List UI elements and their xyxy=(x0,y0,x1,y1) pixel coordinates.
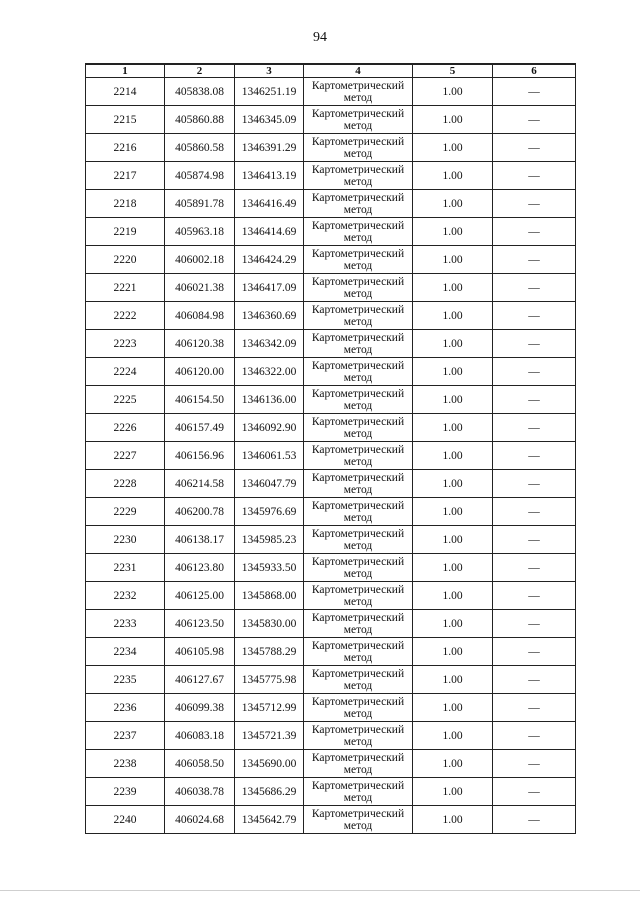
table-header-row xyxy=(86,64,576,78)
table-row xyxy=(86,274,576,302)
method-line-1: Картометрический xyxy=(311,527,405,540)
coordinate-x: 406123.80 xyxy=(165,554,235,582)
coordinate-x: 406021.38 xyxy=(165,274,235,302)
coordinate-y: 1346061.53 xyxy=(235,442,304,470)
point-number: 2228 xyxy=(86,470,165,498)
point-description: — xyxy=(493,554,576,582)
point-number: 2235 xyxy=(86,666,165,694)
determination-method xyxy=(304,358,413,386)
accuracy-value: 1.00 xyxy=(413,302,493,330)
table-row xyxy=(86,246,576,274)
determination-method xyxy=(304,498,413,526)
coordinate-x: 406024.68 xyxy=(165,806,235,834)
point-number: 2217 xyxy=(86,162,165,190)
coordinate-x: 406083.18 xyxy=(165,722,235,750)
table-row xyxy=(86,78,576,106)
point-description: — xyxy=(493,274,576,302)
point-description: — xyxy=(493,190,576,218)
column-header-2: 2 xyxy=(165,64,235,78)
point-number: 2226 xyxy=(86,414,165,442)
coordinate-y: 1346342.09 xyxy=(235,330,304,358)
determination-method xyxy=(304,442,413,470)
coordinate-x: 406200.78 xyxy=(165,498,235,526)
method-line-2: метод xyxy=(343,595,373,608)
table-row xyxy=(86,218,576,246)
point-number: 2238 xyxy=(86,750,165,778)
column-header-4: 4 xyxy=(304,64,413,78)
coordinate-x: 406120.00 xyxy=(165,358,235,386)
coordinate-x: 406127.67 xyxy=(165,666,235,694)
method-line-1: Картометрический xyxy=(311,751,405,764)
coordinate-y: 1346251.19 xyxy=(235,78,304,106)
table-row xyxy=(86,106,576,134)
table-row xyxy=(86,610,576,638)
coordinate-x: 406154.50 xyxy=(165,386,235,414)
method-line-1: Картометрический xyxy=(311,275,405,288)
point-description: — xyxy=(493,722,576,750)
accuracy-value: 1.00 xyxy=(413,554,493,582)
coordinate-y: 1346414.69 xyxy=(235,218,304,246)
table-body xyxy=(86,78,576,834)
method-line-1: Картометрический xyxy=(311,331,405,344)
method-line-2: метод xyxy=(343,707,373,720)
accuracy-value: 1.00 xyxy=(413,414,493,442)
point-number: 2229 xyxy=(86,498,165,526)
coordinate-x: 406214.58 xyxy=(165,470,235,498)
point-number: 2231 xyxy=(86,554,165,582)
coordinate-x: 406058.50 xyxy=(165,750,235,778)
point-number: 2230 xyxy=(86,526,165,554)
table-row xyxy=(86,526,576,554)
determination-method xyxy=(304,554,413,582)
table-row xyxy=(86,302,576,330)
method-line-1: Картометрический xyxy=(311,191,405,204)
method-line-2: метод xyxy=(343,399,373,412)
point-description: — xyxy=(493,358,576,386)
coordinate-y: 1345775.98 xyxy=(235,666,304,694)
method-line-2: метод xyxy=(343,343,373,356)
point-description: — xyxy=(493,134,576,162)
point-number: 2237 xyxy=(86,722,165,750)
coordinate-y: 1345686.29 xyxy=(235,778,304,806)
coordinate-y: 1345690.00 xyxy=(235,750,304,778)
coordinate-y: 1346092.90 xyxy=(235,414,304,442)
coordinate-y: 1345976.69 xyxy=(235,498,304,526)
table-row xyxy=(86,778,576,806)
accuracy-value: 1.00 xyxy=(413,78,493,106)
coordinate-y: 1346322.00 xyxy=(235,358,304,386)
point-description: — xyxy=(493,666,576,694)
method-line-1: Картометрический xyxy=(311,471,405,484)
determination-method xyxy=(304,78,413,106)
accuracy-value: 1.00 xyxy=(413,386,493,414)
table-row xyxy=(86,638,576,666)
method-line-2: метод xyxy=(343,455,373,468)
coordinate-x: 405874.98 xyxy=(165,162,235,190)
point-description: — xyxy=(493,162,576,190)
method-line-2: метод xyxy=(343,679,373,692)
point-number: 2223 xyxy=(86,330,165,358)
method-line-1: Картометрический xyxy=(311,79,405,92)
coordinate-y: 1346136.00 xyxy=(235,386,304,414)
point-description: — xyxy=(493,218,576,246)
point-description: — xyxy=(493,806,576,834)
point-number: 2234 xyxy=(86,638,165,666)
determination-method xyxy=(304,162,413,190)
point-description: — xyxy=(493,442,576,470)
coordinate-y: 1345985.23 xyxy=(235,526,304,554)
coordinate-y: 1345868.00 xyxy=(235,582,304,610)
point-number: 2225 xyxy=(86,386,165,414)
table-row xyxy=(86,414,576,442)
coordinate-y: 1345933.50 xyxy=(235,554,304,582)
coordinate-x: 406002.18 xyxy=(165,246,235,274)
method-line-2: метод xyxy=(343,371,373,384)
point-description: — xyxy=(493,610,576,638)
method-line-1: Картометрический xyxy=(311,387,405,400)
determination-method xyxy=(304,274,413,302)
method-line-1: Картометрический xyxy=(311,415,405,428)
table-row xyxy=(86,694,576,722)
method-line-1: Картометрический xyxy=(311,807,405,820)
table-row xyxy=(86,666,576,694)
determination-method xyxy=(304,470,413,498)
method-line-1: Картометрический xyxy=(311,779,405,792)
accuracy-value: 1.00 xyxy=(413,498,493,526)
coordinate-x: 406138.17 xyxy=(165,526,235,554)
determination-method xyxy=(304,526,413,554)
coordinate-x: 405838.08 xyxy=(165,78,235,106)
accuracy-value: 1.00 xyxy=(413,190,493,218)
method-line-1: Картометрический xyxy=(311,583,405,596)
point-number: 2236 xyxy=(86,694,165,722)
method-line-2: метод xyxy=(343,791,373,804)
coordinate-y: 1346424.29 xyxy=(235,246,304,274)
point-description: — xyxy=(493,386,576,414)
method-line-1: Картометрический xyxy=(311,359,405,372)
coordinate-y: 1346360.69 xyxy=(235,302,304,330)
point-number: 2214 xyxy=(86,78,165,106)
coordinate-x: 406120.38 xyxy=(165,330,235,358)
coordinate-y: 1346416.49 xyxy=(235,190,304,218)
determination-method xyxy=(304,134,413,162)
point-description: — xyxy=(493,470,576,498)
point-number: 2219 xyxy=(86,218,165,246)
determination-method xyxy=(304,806,413,834)
table-row xyxy=(86,582,576,610)
method-line-1: Картометрический xyxy=(311,247,405,260)
method-line-1: Картометрический xyxy=(311,667,405,680)
point-description: — xyxy=(493,582,576,610)
point-description: — xyxy=(493,498,576,526)
coordinate-y: 1345712.99 xyxy=(235,694,304,722)
point-description: — xyxy=(493,246,576,274)
determination-method xyxy=(304,330,413,358)
coordinate-x: 406123.50 xyxy=(165,610,235,638)
determination-method xyxy=(304,694,413,722)
coordinate-y: 1346413.19 xyxy=(235,162,304,190)
method-line-1: Картометрический xyxy=(311,107,405,120)
method-line-2: метод xyxy=(343,231,373,244)
point-description: — xyxy=(493,526,576,554)
coordinate-x: 406157.49 xyxy=(165,414,235,442)
coordinate-y: 1345830.00 xyxy=(235,610,304,638)
coordinate-y: 1346391.29 xyxy=(235,134,304,162)
accuracy-value: 1.00 xyxy=(413,750,493,778)
determination-method xyxy=(304,246,413,274)
point-description: — xyxy=(493,106,576,134)
method-line-2: метод xyxy=(343,651,373,664)
coordinate-y: 1345642.79 xyxy=(235,806,304,834)
determination-method xyxy=(304,610,413,638)
coordinate-x: 406156.96 xyxy=(165,442,235,470)
method-line-1: Картометрический xyxy=(311,695,405,708)
coordinate-x: 405860.58 xyxy=(165,134,235,162)
method-line-1: Картометрический xyxy=(311,135,405,148)
point-description: — xyxy=(493,78,576,106)
point-description: — xyxy=(493,414,576,442)
table-row xyxy=(86,358,576,386)
method-line-2: метод xyxy=(343,819,373,832)
scan-edge-line xyxy=(0,890,640,891)
point-number: 2233 xyxy=(86,610,165,638)
accuracy-value: 1.00 xyxy=(413,582,493,610)
accuracy-value: 1.00 xyxy=(413,526,493,554)
point-number: 2216 xyxy=(86,134,165,162)
coordinates-table xyxy=(85,63,576,834)
method-line-1: Картометрический xyxy=(311,163,405,176)
method-line-2: метод xyxy=(343,203,373,216)
method-line-2: метод xyxy=(343,511,373,524)
table-row xyxy=(86,386,576,414)
table-row xyxy=(86,806,576,834)
accuracy-value: 1.00 xyxy=(413,442,493,470)
point-number: 2227 xyxy=(86,442,165,470)
point-number: 2220 xyxy=(86,246,165,274)
point-description: — xyxy=(493,302,576,330)
column-header-3: 3 xyxy=(235,64,304,78)
method-line-1: Картометрический xyxy=(311,639,405,652)
point-number: 2224 xyxy=(86,358,165,386)
determination-method xyxy=(304,218,413,246)
method-line-2: метод xyxy=(343,763,373,776)
coordinate-x: 406038.78 xyxy=(165,778,235,806)
coordinate-y: 1345788.29 xyxy=(235,638,304,666)
method-line-1: Картометрический xyxy=(311,303,405,316)
table-row xyxy=(86,722,576,750)
accuracy-value: 1.00 xyxy=(413,218,493,246)
method-line-2: метод xyxy=(343,91,373,104)
table-row xyxy=(86,330,576,358)
coordinate-x: 406125.00 xyxy=(165,582,235,610)
accuracy-value: 1.00 xyxy=(413,134,493,162)
accuracy-value: 1.00 xyxy=(413,694,493,722)
determination-method xyxy=(304,106,413,134)
method-line-2: метод xyxy=(343,315,373,328)
point-number: 2221 xyxy=(86,274,165,302)
accuracy-value: 1.00 xyxy=(413,162,493,190)
determination-method xyxy=(304,666,413,694)
method-line-1: Картометрический xyxy=(311,611,405,624)
method-line-2: метод xyxy=(343,483,373,496)
method-line-2: метод xyxy=(343,259,373,272)
determination-method xyxy=(304,582,413,610)
point-number: 2218 xyxy=(86,190,165,218)
coordinate-x: 406084.98 xyxy=(165,302,235,330)
method-line-1: Картометрический xyxy=(311,499,405,512)
page-number: 94 xyxy=(313,30,327,45)
coordinate-x: 406099.38 xyxy=(165,694,235,722)
point-number: 2240 xyxy=(86,806,165,834)
accuracy-value: 1.00 xyxy=(413,330,493,358)
method-line-2: метод xyxy=(343,119,373,132)
method-line-2: метод xyxy=(343,539,373,552)
table-row xyxy=(86,470,576,498)
coordinate-x: 405891.78 xyxy=(165,190,235,218)
column-header-1: 1 xyxy=(86,64,165,78)
accuracy-value: 1.00 xyxy=(413,274,493,302)
accuracy-value: 1.00 xyxy=(413,358,493,386)
table-row xyxy=(86,190,576,218)
determination-method xyxy=(304,414,413,442)
column-header-6: 6 xyxy=(493,64,576,78)
accuracy-value: 1.00 xyxy=(413,610,493,638)
determination-method xyxy=(304,302,413,330)
accuracy-value: 1.00 xyxy=(413,106,493,134)
determination-method xyxy=(304,638,413,666)
accuracy-value: 1.00 xyxy=(413,666,493,694)
accuracy-value: 1.00 xyxy=(413,638,493,666)
method-line-2: метод xyxy=(343,427,373,440)
column-header-5: 5 xyxy=(413,64,493,78)
determination-method xyxy=(304,778,413,806)
point-number: 2215 xyxy=(86,106,165,134)
coordinate-x: 406105.98 xyxy=(165,638,235,666)
method-line-2: метод xyxy=(343,567,373,580)
table-row xyxy=(86,554,576,582)
method-line-1: Картометрический xyxy=(311,443,405,456)
accuracy-value: 1.00 xyxy=(413,246,493,274)
method-line-2: метод xyxy=(343,287,373,300)
determination-method xyxy=(304,722,413,750)
point-number: 2239 xyxy=(86,778,165,806)
method-line-2: метод xyxy=(343,175,373,188)
point-description: — xyxy=(493,694,576,722)
table-row xyxy=(86,498,576,526)
coordinate-x: 405963.18 xyxy=(165,218,235,246)
coordinate-y: 1346345.09 xyxy=(235,106,304,134)
table-row xyxy=(86,134,576,162)
method-line-1: Картометрический xyxy=(311,219,405,232)
coordinate-y: 1345721.39 xyxy=(235,722,304,750)
table-row xyxy=(86,162,576,190)
determination-method xyxy=(304,190,413,218)
point-description: — xyxy=(493,750,576,778)
point-description: — xyxy=(493,330,576,358)
method-line-1: Картометрический xyxy=(311,555,405,568)
point-number: 2222 xyxy=(86,302,165,330)
method-line-2: метод xyxy=(343,623,373,636)
coordinate-y: 1346047.79 xyxy=(235,470,304,498)
accuracy-value: 1.00 xyxy=(413,806,493,834)
point-number: 2232 xyxy=(86,582,165,610)
accuracy-value: 1.00 xyxy=(413,778,493,806)
table-row xyxy=(86,442,576,470)
coordinate-x: 405860.88 xyxy=(165,106,235,134)
determination-method xyxy=(304,386,413,414)
coordinate-y: 1346417.09 xyxy=(235,274,304,302)
point-description: — xyxy=(493,778,576,806)
determination-method xyxy=(304,750,413,778)
table-row xyxy=(86,750,576,778)
accuracy-value: 1.00 xyxy=(413,722,493,750)
method-line-1: Картометрический xyxy=(311,723,405,736)
method-line-2: метод xyxy=(343,735,373,748)
accuracy-value: 1.00 xyxy=(413,470,493,498)
point-description: — xyxy=(493,638,576,666)
method-line-2: метод xyxy=(343,147,373,160)
